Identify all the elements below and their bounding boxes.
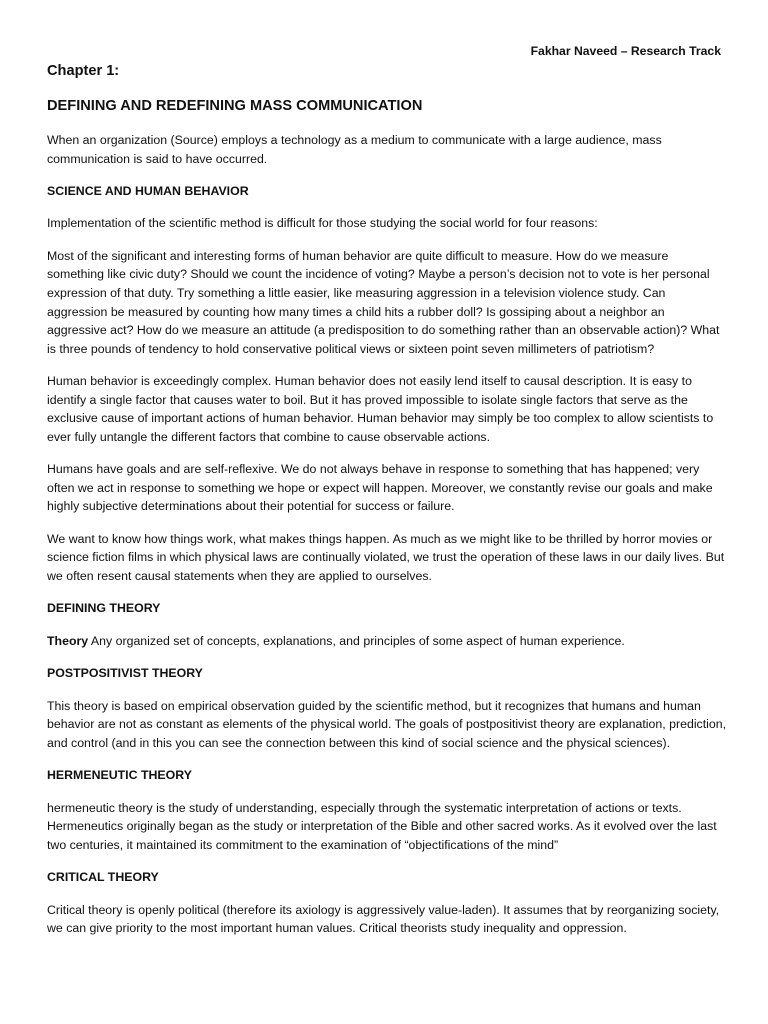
theory-definition-text: Any organized set of concepts, explanations, and principles of some aspect of human experience. [88, 633, 625, 648]
section-heading-defining-theory: DEFINING THEORY [47, 601, 161, 616]
science-paragraph-5: We want to know how things work, what makes things happen. As much as we might like to be thrilled by horror movies or science fiction films in which physical laws are continually violated, we trust the operation of these laws in our daily lives. But we often resent causal statements when they are applied to ourselves. [47, 531, 725, 584]
science-paragraph-3: Human behavior is exceedingly complex. Human behavior does not easily lend itself to causal description. It is easy to identify a single factor that causes water to boil. But it has proved impossible to isolate single factors that serve as the exclusive cause of important actions of human behavior. Human behavior may simply be too complex to allow scientists to ever fully untangle the different factors that combine to cause observable actions. [47, 374, 714, 444]
document-body [47, 131, 727, 952]
intro-paragraph: When an organization (Source) employs a technology as a medium to communicate with a large audience, mass communication is said to have occurred. [47, 133, 662, 166]
hermeneutic-paragraph: hermeneutic theory is the study of understanding, especially through the systematic interpretation of actions or texts. Hermeneutics originally began as the study or interpretation of the Bible and other sacred works. As it evolved over the last two centuries, it maintained its commitment to the examination of “objectifications of the mind” [47, 800, 717, 852]
science-paragraph-4: Humans have goals and are self-reflexive. We do not always behave in response to something that has happened; very often we act in response to something we hope or expect will happen. Moreover, we constantly revise our goals and make highly subjective determinations about their potential for success or failure. [47, 462, 713, 514]
page-title: DEFINING AND REDEFINING MASS COMMUNICATION [47, 98, 423, 114]
section-heading-hermeneutic: HERMENEUTIC THEORY [47, 768, 192, 783]
chapter-label: Chapter 1: [47, 63, 120, 79]
section-heading-science: SCIENCE AND HUMAN BEHAVIOR [47, 183, 249, 198]
science-paragraph-1: Implementation of the scientific method is difficult for those studying the social world for four reasons: [47, 216, 598, 231]
document-page [47, 0, 727, 1024]
science-paragraph-2: Most of the significant and interesting forms of human behavior are quite difficult to measure. How do we measure something like civic duty? Should we count the incidence of voting? Maybe a person’s decision not to vote is her personal expression of that duty. Try something a little easier, like measuring aggression in a television violence study. Can aggression be measured by counting how many times a child hits a rubber doll? Is gossiping about a neighbor an aggressive act? How do we measure an attitude (a predisposition to do something rather than an observable action)? What is three pounds of tendency to hold conservative political views or sixteen point seven millimeters of patriotism? [47, 248, 720, 356]
section-heading-critical: CRITICAL THEORY [47, 870, 159, 885]
critical-paragraph: Critical theory is openly political (therefore its axiology is aggressively value-laden). It assumes that by reorganizing society, we can give priority to the most important human values. Critical theorists study inequality and oppression. [47, 902, 720, 936]
running-header: Fakhar Naveed – Research Track [530, 44, 721, 58]
postpositivist-paragraph: This theory is based on empirical observation guided by the scientific method, but it recognizes that humans and human behavior are not as constant as elements of the physical world. The goals of postpositivist theory are explanation, prediction, and control (and in this you can see the connection between this kind of social science and the physical sciences). [47, 698, 727, 750]
section-heading-postpositivist: POSTPOSITIVIST THEORY [47, 666, 203, 681]
theory-definition [47, 632, 727, 651]
theory-term: Theory [47, 633, 89, 648]
